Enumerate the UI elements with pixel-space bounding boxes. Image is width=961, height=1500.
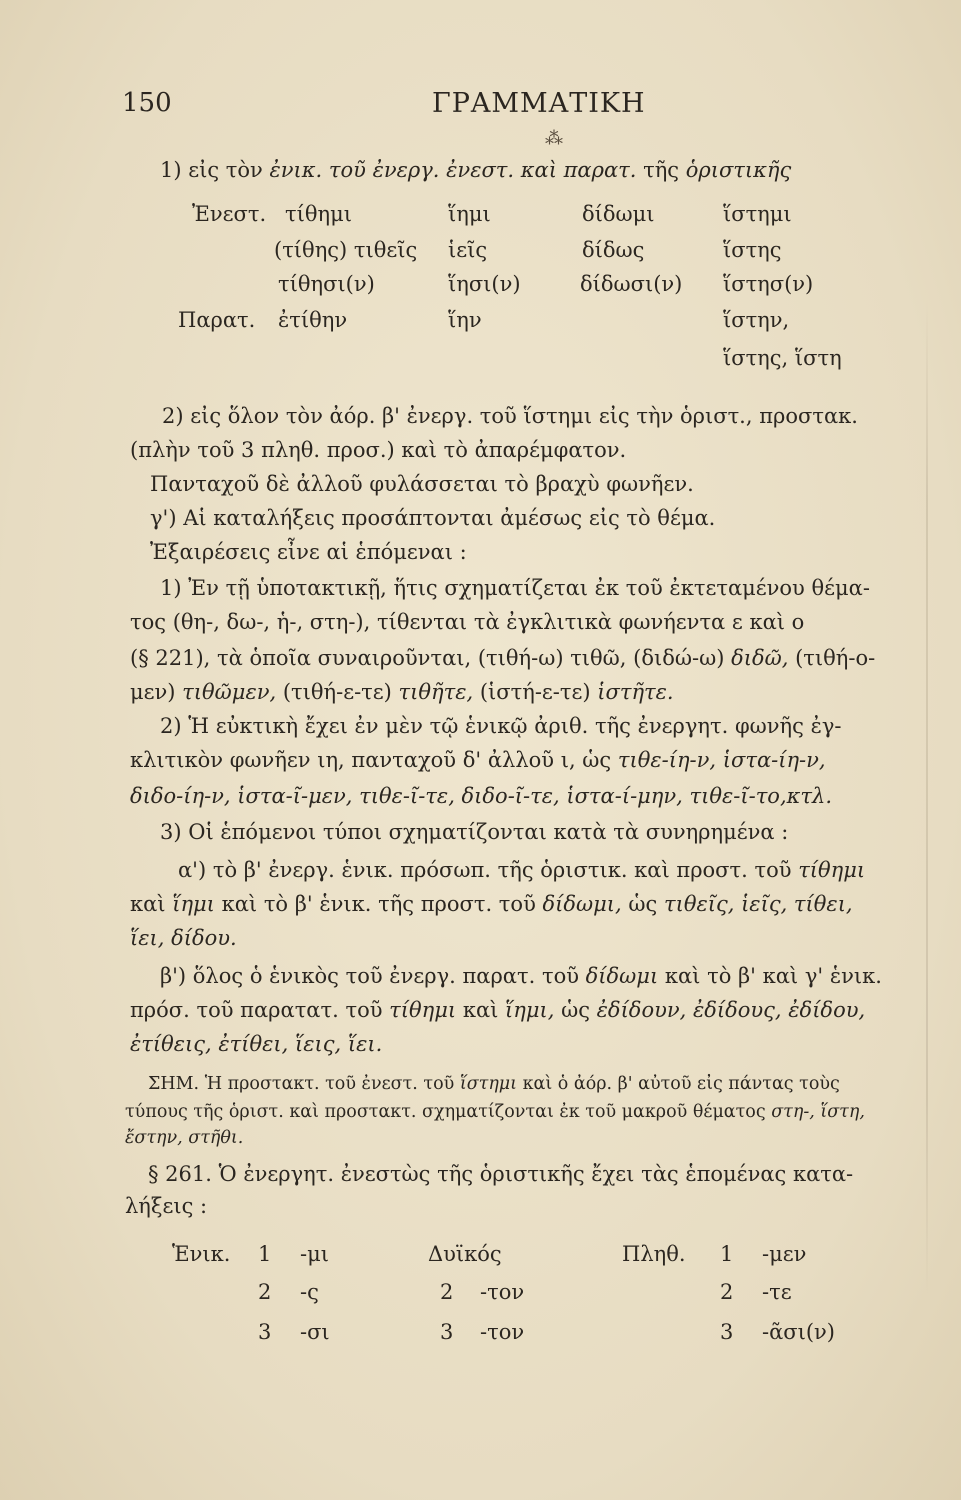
exception-3-a-line-3: ἵει, δίδου.	[130, 926, 237, 950]
table-cell: -τον	[480, 1320, 525, 1344]
text-run: ὡς	[554, 998, 597, 1022]
table-cell: ἵησι(ν)	[448, 272, 521, 296]
text-run: καὶ ὁ ἀόρ. β' αὐτοῦ εἰς πάντας τοὺς	[517, 1074, 840, 1094]
section-261-line-2: λήξεις :	[125, 1194, 208, 1218]
table-cell: ἵστημι	[723, 202, 792, 226]
table-cell: -μι	[300, 1242, 329, 1266]
table-cell: 3	[440, 1320, 454, 1344]
table-cell: 2	[258, 1280, 272, 1304]
table-cell: 2	[720, 1280, 734, 1304]
table-row-4-label: Παρατ.	[178, 308, 256, 332]
table-cell: τίθησι(ν)	[278, 272, 375, 296]
exception-3-a-line-1	[178, 856, 865, 884]
exception-2-line-2	[130, 746, 826, 774]
text-run: καὶ τὸ β' καὶ γ' ἑνικ.	[658, 964, 882, 988]
exception-1-line-4	[130, 678, 674, 706]
gamma-line-2: Ἐξαιρέσεις εἶνε αἱ ἑπόμεναι :	[150, 540, 467, 564]
page-title: ΓΡΑΜΜΑΤΙΚΗ	[432, 88, 646, 119]
text-run: (τιθή-ε-τε)	[276, 680, 399, 704]
exception-2-line-1: 2) Ἡ εὐκτικὴ ἔχει ἐν μὲν τῷ ἑνικῷ ἀριθ. τῆς ἐνεργητ. φωνῆς ἐγ-	[160, 714, 842, 738]
singular-label: Ἑνικ.	[172, 1242, 231, 1266]
table-cell: ἵημι	[448, 202, 491, 226]
table-cell: τίθημι	[285, 202, 352, 226]
table-cell: 2	[440, 1280, 454, 1304]
table-cell: -μεν	[762, 1242, 807, 1266]
table-cell: ἐτίθην	[278, 308, 348, 332]
table-cell: -ᾶσι(ν)	[762, 1320, 835, 1344]
section-261-line-1: § 261. Ὁ ἐνεργητ. ἐνεστὼς τῆς ὁριστικῆς ἔχει τὰς ἑπομένας κατα-	[148, 1162, 854, 1186]
table-cell: (τίθης) τιθεῖς	[274, 238, 418, 262]
note-line-1	[148, 1070, 840, 1098]
exception-3-a-line-2	[130, 890, 853, 918]
text-run-italic: τιθεῖς, ἱεῖς, τίθει,	[663, 892, 853, 916]
section-2-line-2: (πλὴν τοῦ 3 πληθ. προσ.) καὶ τὸ ἀπαρέμφατον.	[130, 438, 627, 462]
text-run: ὡς	[621, 892, 664, 916]
text-run-italic: τίθημι	[798, 858, 866, 882]
text-run-italic: δίδωμι	[585, 964, 659, 988]
section-2-line-1: 2) εἰς ὅλον τὸν ἀόρ. β' ἐνεργ. τοῦ ἵστημι εἰς τὴν ὁριστ., προστακ.	[162, 404, 858, 428]
text-run: κλιτικὸν φωνῆεν ιη, πανταχοῦ δ' ἀλλοῦ ι, ὡς	[130, 748, 618, 772]
section-1-text-a: εἰς τὸν	[188, 158, 270, 182]
table-cell: ἵστην,	[723, 308, 790, 332]
plural-label: Πληθ.	[622, 1242, 686, 1266]
text-run-italic: τιθῶμεν,	[182, 680, 277, 704]
section-1-heading	[160, 156, 791, 184]
table-cell: ἵην	[448, 308, 482, 332]
table-cell: -τον	[480, 1280, 525, 1304]
exception-3-b-line-3: ἐτίθεις, ἐτίθει, ἵεις, ἵει.	[130, 1032, 383, 1056]
table-cell: 3	[258, 1320, 272, 1344]
exception-3-b-line-1	[160, 962, 882, 990]
text-run-italic: τιθε-ίη-ν, ἱστα-ίη-ν,	[617, 748, 826, 772]
text-run-italic: ἵημι	[172, 892, 215, 916]
note-line-3: ἔστην, στῆθι.	[125, 1128, 244, 1148]
text-run-italic: τίθημι	[389, 998, 457, 1022]
text-run: τύπους τῆς ὁριστ. καὶ προστακτ. σχηματίζονται ἐκ τοῦ μακροῦ θέματος	[125, 1102, 772, 1122]
text-run-italic: ἵστημι	[459, 1074, 518, 1094]
table-cell: -ς	[300, 1280, 319, 1304]
text-run-italic: τιθῆτε,	[398, 680, 474, 704]
section-2-line-3: Πανταχοῦ δὲ ἀλλοῦ φυλάσσεται τὸ βραχὺ φωνῆεν.	[150, 472, 694, 496]
exception-1-line-1: 1) Ἐν τῇ ὑποτακτικῇ, ἥτις σχηματίζεται ἐκ τοῦ ἐκτεταμένου θέμα-	[160, 576, 870, 600]
text-run-italic: στη-, ἵστη,	[771, 1102, 865, 1122]
table-cell: ἱεῖς	[448, 238, 488, 262]
text-run: καὶ	[130, 892, 173, 916]
table-cell: ἵστης	[723, 238, 782, 262]
text-run-italic: δίδωμι,	[542, 892, 622, 916]
text-run: (§ 221), τὰ ὁποῖα συναιροῦνται, (τιθή-ω) τιθῶ, (διδώ-ω)	[130, 646, 732, 670]
section-1-number: 1)	[160, 158, 182, 182]
table-cell: 1	[258, 1242, 272, 1266]
note-label: ΣΗΜ.	[148, 1074, 205, 1094]
table-cell: δίδως	[582, 238, 645, 262]
ornament: ⁂	[545, 128, 563, 149]
page-number: 150	[122, 88, 172, 118]
text-run: Ἡ προστακτ. τοῦ ἐνεστ. τοῦ	[204, 1074, 460, 1094]
text-run-italic: ἐδίδουν, ἐδίδους, ἐδίδου,	[596, 998, 866, 1022]
note-line-2	[125, 1098, 865, 1126]
page-edge-shadow	[926, 300, 928, 1300]
table-row-1-label: Ἐνεστ.	[192, 202, 267, 226]
table-cell: 1	[720, 1242, 734, 1266]
text-run: καὶ	[456, 998, 506, 1022]
text-run-italic: διδῶ,	[731, 646, 789, 670]
text-run: καὶ τὸ β' ἑνικ. τῆς προστ. τοῦ	[214, 892, 543, 916]
text-run: πρόσ. τοῦ παρατατ. τοῦ	[130, 998, 390, 1022]
table-cell: ἵστησ(ν)	[723, 272, 814, 296]
exception-2-line-3: διδο-ίη-ν, ἱστα-ῖ-μεν, τιθε-ῖ-τε, διδο-ῖ-τε, ἱστα-ί-μην, τιθε-ῖ-το,κτλ.	[130, 784, 833, 808]
exception-3-b-line-2	[130, 996, 865, 1024]
dual-label: Δυϊκός	[428, 1242, 502, 1266]
gamma-line-1: γ') Αἱ καταλήξεις προσάπτονται ἀμέσως εἰς τὸ θέμα.	[150, 506, 716, 530]
exception-3-line-1: 3) Οἱ ἑπόμενοι τύποι σχηματίζονται κατὰ τὰ συνηρημένα :	[160, 820, 789, 844]
exception-1-line-3	[130, 644, 875, 672]
section-1-text-b: τῆς	[636, 158, 686, 182]
table-cell: δίδωσι(ν)	[580, 272, 683, 296]
section-1-italic-a: ἐνικ. τοῦ ἐνεργ. ἐνεστ. καὶ παρατ.	[269, 158, 637, 182]
table-cell: -σι	[300, 1320, 330, 1344]
text-run: β') ὅλος ὁ ἑνικὸς τοῦ ἐνεργ. παρατ. τοῦ	[160, 964, 586, 988]
text-run-italic: ἱστῆτε.	[597, 680, 674, 704]
text-run: μεν)	[130, 680, 183, 704]
text-run: (ἱστή-ε-τε)	[473, 680, 598, 704]
table-cell: 3	[720, 1320, 734, 1344]
table-cell: ἵστης, ἵστη	[723, 346, 842, 370]
section-1-italic-b: ὁριστικῆς	[685, 158, 792, 182]
text-run: α') τὸ β' ἐνεργ. ἑνικ. πρόσωπ. τῆς ὁριστικ. καὶ προστ. τοῦ	[178, 858, 799, 882]
exception-1-line-2: τος (θη-, δω-, ἡ-, στη-), τίθενται τὰ ἐγκλιτικὰ φωνήεντα ε καὶ ο	[130, 610, 805, 634]
table-cell: δίδωμι	[582, 202, 655, 226]
text-run-italic: ἵημι,	[505, 998, 555, 1022]
text-run: (τιθή-ο-	[788, 646, 876, 670]
table-cell: -τε	[762, 1280, 792, 1304]
